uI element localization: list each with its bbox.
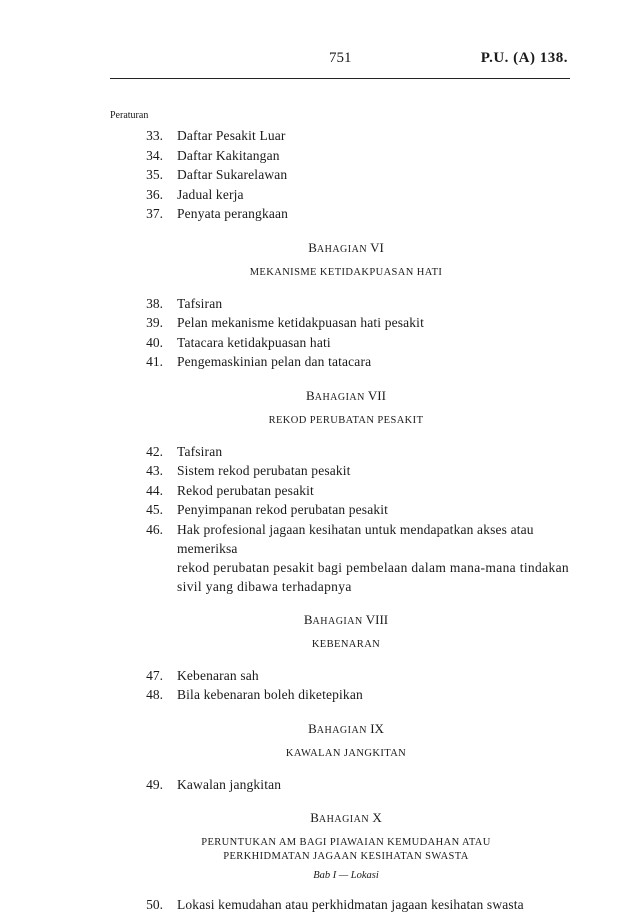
- list-item: 50. Lokasi kemudahan atau perkhidmatan jagaan kesihatan swasta: [146, 897, 524, 912]
- regulation-group: [110, 895, 570, 915]
- list-item: 39. Pelan mekanisme ketidakpuasan hati pesakit: [146, 315, 424, 330]
- chapter-subtitle: Bab I — Lokasi: [313, 870, 379, 881]
- list-item: 41. Pengemaskinian pelan dan tatacara: [146, 354, 372, 369]
- list-item: 38. Tafsiran: [146, 295, 223, 311]
- part-heading: BAHAGIAN IX: [308, 720, 384, 736]
- list-item: 44. Rekod perubatan pesakit: [146, 482, 314, 498]
- list-item: 48. Bila kebenaran boleh diketepikan: [146, 687, 363, 702]
- regulation-group: [110, 666, 570, 705]
- list-item: 43. Sistem rekod perubatan pesakit: [146, 463, 351, 478]
- list-item: 46. Hak profesional jagaan kesihatan untuk mendapatkan akses atau memeriksa rekod perubatan pesakit bagi pembelaan dalam mana-mana tindakan sivil yang dibawa terhadapnya: [146, 521, 570, 594]
- part-title: KEBENARAN: [311, 638, 381, 650]
- part-heading: BAHAGIAN VIII: [303, 611, 389, 627]
- list-item: 37. Penyata perangkaan: [146, 206, 289, 221]
- part-heading: BAHAGIAN VI: [308, 239, 384, 255]
- regulation-group: [110, 126, 570, 224]
- list-item: 45. Penyimpanan rekod perubatan pesakit: [146, 502, 389, 517]
- list-item: 49. Kawalan jangkitan: [146, 776, 282, 792]
- part-title: REKOD PERUBATAN PESAKIT: [268, 414, 424, 426]
- page-header: [110, 48, 570, 79]
- part-title: PERUNTUKAN AM BAGI PIAWAIAN KEMUDAHAN ATAU PERKHIDMATAN JAGAAN KESIHATAN SWASTA: [201, 837, 491, 862]
- page-number: 751: [329, 50, 352, 66]
- table-of-contents: [110, 126, 570, 915]
- list-item: 33. Daftar Pesakit Luar: [146, 128, 286, 143]
- part-heading: BAHAGIAN X: [310, 810, 382, 825]
- part-title: MEKANISME KETIDAKPUASAN HATI: [249, 266, 443, 278]
- gazette-reference: P.U. (A) 138.: [480, 50, 568, 66]
- list-item: 34. Daftar Kakitangan: [146, 147, 280, 163]
- list-item: 42. Tafsiran: [146, 443, 223, 459]
- regulation-group: [110, 775, 570, 795]
- list-item: 35. Daftar Sukarelawan: [146, 167, 288, 182]
- column-label: Peraturan: [110, 110, 149, 121]
- regulation-group: [110, 442, 570, 596]
- regulation-group: [110, 294, 570, 372]
- list-item: 47. Kebenaran sah: [146, 667, 259, 683]
- list-item: 40. Tatacara ketidakpuasan hati: [146, 334, 331, 350]
- part-title: KAWALAN JANGKITAN: [285, 747, 407, 759]
- part-heading: BAHAGIAN VII: [306, 387, 386, 403]
- list-item: 36. Jadual kerja: [146, 186, 244, 202]
